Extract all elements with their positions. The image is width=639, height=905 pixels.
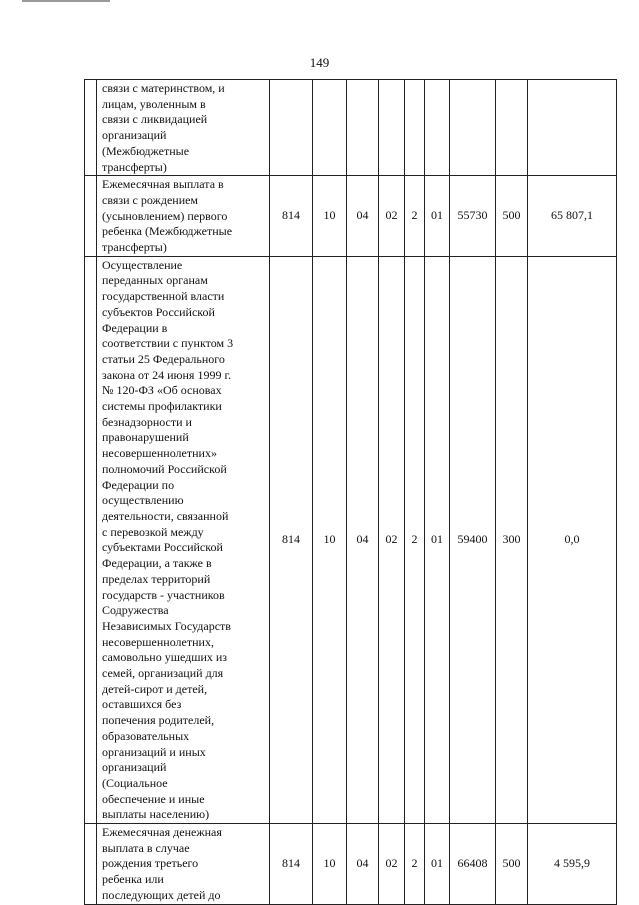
expense-type-cell <box>496 80 528 176</box>
direction-code-cell: 55730 <box>450 176 496 257</box>
event-code-cell: 01 <box>425 256 450 823</box>
page-number: 149 <box>309 55 330 70</box>
ministry-code-cell: 814 <box>270 824 313 905</box>
expense-type-cell: 500 <box>496 824 528 905</box>
program-code-cell: 02 <box>379 256 405 823</box>
subsection-code-cell: 04 <box>347 256 379 823</box>
budget-table <box>84 79 617 905</box>
ministry-code-cell <box>270 80 313 176</box>
program-code-cell: 02 <box>379 176 405 257</box>
row-name-cell <box>97 824 270 905</box>
top-rule <box>22 0 110 2</box>
amount-cell: 4 595,9 <box>528 824 617 905</box>
subsection-code-cell <box>347 80 379 176</box>
amount-cell: 65 807,1 <box>528 176 617 257</box>
section-code-cell <box>313 80 347 176</box>
subprogram-code-cell: 2 <box>405 176 425 257</box>
expense-type-cell: 300 <box>496 256 528 823</box>
ministry-code-cell: 814 <box>270 256 313 823</box>
section-code-cell: 10 <box>313 256 347 823</box>
event-code-cell <box>425 80 450 176</box>
event-code-cell: 01 <box>425 824 450 905</box>
section-code-cell: 10 <box>313 824 347 905</box>
program-code-cell <box>379 80 405 176</box>
row-gutter-cell <box>85 176 97 257</box>
row-name-text: связи с материнством, и лицам, уволенным в связи с ликвидацией организаций (Межбюджетные трансферты) <box>102 81 225 174</box>
subsection-code-cell: 04 <box>347 176 379 257</box>
row-gutter-cell <box>85 80 97 176</box>
direction-code-cell: 59400 <box>450 256 496 823</box>
row-name-text: Ежемесячная выплата в связи с рождением (усыновлением) первого ребенка (Межбюджетные трансферты) <box>102 177 233 255</box>
row-name-cell <box>97 176 270 257</box>
amount-cell: 0,0 <box>528 256 617 823</box>
row-name-text: Осуществление переданных органам государственной власти субъектов Российской Федерации в соответствии с пунктом 3 статьи 25 Федерального закона от 24 июня 1999 г. № 120-ФЗ «Об основах системы профилактики безнадзорности и правонарушений несовершеннолетних» полномочий Российской Федерации по осуществлению деятельности, связанной с перевозкой между субъектами Российской Федерации, а также в пределах территорий государств - участников Содружества Независимых Государств несовершеннолетних, самовольно ушедших из семей, организаций для детей-сирот и детей, оставшихся без попечения родителей, образовательных организаций и иных организаций (Социальное обеспечение и иные выплаты населению) <box>102 257 234 822</box>
table-row <box>85 256 617 823</box>
direction-code-cell: 66408 <box>450 824 496 905</box>
row-name-cell <box>97 80 270 176</box>
row-name-text: Ежемесячная денежная выплата в случае рождения третьего ребенка или последующих детей до <box>102 825 222 902</box>
program-code-cell: 02 <box>379 824 405 905</box>
table-row <box>85 176 617 257</box>
table-row <box>85 824 617 905</box>
subprogram-code-cell: 2 <box>405 256 425 823</box>
subprogram-code-cell: 2 <box>405 824 425 905</box>
subprogram-code-cell <box>405 80 425 176</box>
direction-code-cell <box>450 80 496 176</box>
section-code-cell: 10 <box>313 176 347 257</box>
subsection-code-cell: 04 <box>347 824 379 905</box>
expense-type-cell: 500 <box>496 176 528 257</box>
table-row <box>85 80 617 176</box>
amount-cell <box>528 80 617 176</box>
ministry-code-cell: 814 <box>270 176 313 257</box>
row-gutter-cell <box>85 824 97 905</box>
event-code-cell: 01 <box>425 176 450 257</box>
row-name-cell <box>97 256 270 823</box>
row-gutter-cell <box>85 256 97 823</box>
